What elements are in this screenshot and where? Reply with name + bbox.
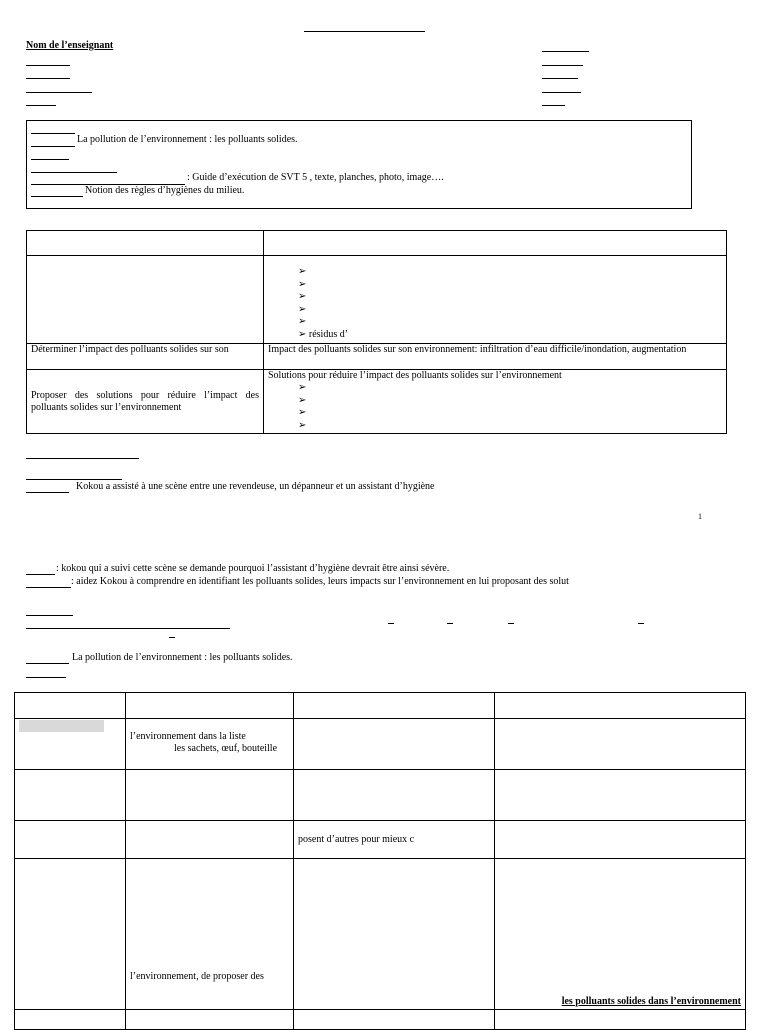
- blank-line: [26, 458, 139, 459]
- page-number: 1: [698, 512, 702, 521]
- table-cell: [126, 821, 294, 859]
- arrow-bullet: ➢: [298, 419, 307, 431]
- objective-impact-right: Impact des polluants solides sur son environnement: infiltration d’eau difficile/inondation, augmentation: [268, 344, 687, 355]
- table-cell: [495, 859, 746, 1010]
- table-cell: [294, 770, 495, 821]
- blank-line: [542, 105, 565, 106]
- table-cell: [126, 770, 294, 821]
- info-box: [26, 120, 692, 209]
- dash-mark: [388, 623, 394, 624]
- dash-mark: [638, 623, 644, 624]
- table-cell: [294, 859, 495, 1010]
- dash-mark: [447, 623, 453, 624]
- activity-propose: l’environnement, de proposer des: [130, 971, 264, 982]
- table-cell: [15, 859, 126, 1010]
- activity-compare: posent d’autres pour mieux c: [298, 833, 415, 845]
- blank-line: [26, 479, 122, 480]
- info-line-3: Notion des règles d’hygiènes du milieu.: [85, 185, 245, 196]
- blank-line: [26, 65, 70, 66]
- table-cell: [15, 719, 126, 770]
- highlight-block: [19, 720, 104, 732]
- blank-line: [26, 628, 230, 629]
- arrow-bullet: ➢: [298, 291, 307, 302]
- blank-line: [26, 78, 70, 79]
- objective-solutions-title: Solutions pour réduire l’impact des polluants solides sur l’environnement: [268, 370, 562, 381]
- table-cell: [126, 1010, 294, 1030]
- table-cell: [15, 1010, 126, 1030]
- table-cell: [15, 821, 126, 859]
- table-header-cell: [294, 693, 495, 719]
- arrow-bullet: ➢: [298, 407, 307, 418]
- blank-line: [26, 615, 73, 616]
- table-cell: [495, 1010, 746, 1030]
- situation-text: Kokou a assisté à une scène entre une revendeuse, un dépanneur et un assistant d’hygiène: [76, 481, 435, 492]
- situation-question: : kokou qui a suivi cette scène se demande pourquoi l’assistant d’hygiène devrait être ainsi sévère.: [56, 563, 450, 574]
- table-cell: [15, 770, 126, 821]
- table-cell: [126, 859, 294, 1010]
- blank-line: [542, 51, 589, 52]
- blank-line: [26, 663, 69, 664]
- table-cell: [294, 821, 495, 859]
- info-line-2: : Guide d’exécution de SVT 5 , texte, planches, photo, image….: [187, 172, 444, 183]
- blank-line: [31, 146, 75, 147]
- blank-line: [26, 92, 92, 93]
- blank-line: [542, 65, 583, 66]
- table-cell: [264, 256, 727, 344]
- table-cell: [495, 770, 746, 821]
- table-header-cell: [126, 693, 294, 719]
- table-cell: [495, 719, 746, 770]
- table-cell: [294, 1010, 495, 1030]
- blank-line: [26, 587, 71, 588]
- blank-line: [31, 172, 117, 173]
- table-cell: [294, 719, 495, 770]
- table-cell: [495, 821, 746, 859]
- table-cell: [27, 344, 264, 370]
- objective-impact-left: Déterminer l’impact des polluants solides sur son: [31, 344, 229, 355]
- blank-line: [31, 133, 75, 134]
- blank-line: [542, 92, 581, 93]
- blank-line: [31, 196, 83, 197]
- arrow-bullet: ➢: [298, 394, 307, 406]
- table-cell: [264, 344, 727, 370]
- info-line-1: La pollution de l’environnement : les polluants solides.: [77, 134, 298, 145]
- table-header-cell: [495, 693, 746, 719]
- lesson-title: La pollution de l’environnement : les polluants solides.: [72, 652, 293, 663]
- blank-line: [26, 574, 55, 575]
- activity-env-list: l’environnement dans la liste: [130, 731, 246, 742]
- arrow-bullet: ➢ résidus d’: [298, 328, 349, 340]
- blank-line: [26, 677, 66, 678]
- blank-line: [31, 159, 69, 160]
- arrow-bullet: ➢: [298, 266, 307, 277]
- table-cell: [27, 370, 264, 434]
- blank-line: [26, 492, 69, 493]
- title-line: [304, 31, 425, 32]
- arrow-bullet: ➢: [298, 278, 307, 290]
- table-header-cell: [264, 231, 727, 256]
- arrow-bullet: ➢: [298, 382, 307, 393]
- table-cell: [27, 256, 264, 344]
- blank-line: [542, 78, 578, 79]
- table-cell: [126, 719, 294, 770]
- objective-solutions-left: Proposer des solutions pour réduire l’impact des polluants solides sur l’environnement: [31, 389, 259, 413]
- activity-items: les sachets, œuf, bouteille: [174, 743, 278, 754]
- blank-line: [26, 105, 56, 106]
- dash-mark: [169, 637, 175, 638]
- table-header-cell: [15, 693, 126, 719]
- situation-task: : aidez Kokou à comprendre en identifiant les polluants solides, leurs impacts sur l’environnement en lui proposant des solut: [71, 576, 569, 587]
- arrow-bullet: ➢: [298, 303, 307, 315]
- activity-table: [14, 692, 746, 1030]
- activity-pollutants-env: les polluants solides dans l’environnement: [561, 996, 741, 1007]
- table-header-cell: [27, 231, 264, 256]
- dash-mark: [508, 623, 514, 624]
- objectives-table: [26, 230, 727, 434]
- table-cell: [264, 370, 727, 434]
- arrow-bullet: ➢: [298, 316, 307, 327]
- teacher-label: Nom de l’enseignant: [26, 40, 114, 51]
